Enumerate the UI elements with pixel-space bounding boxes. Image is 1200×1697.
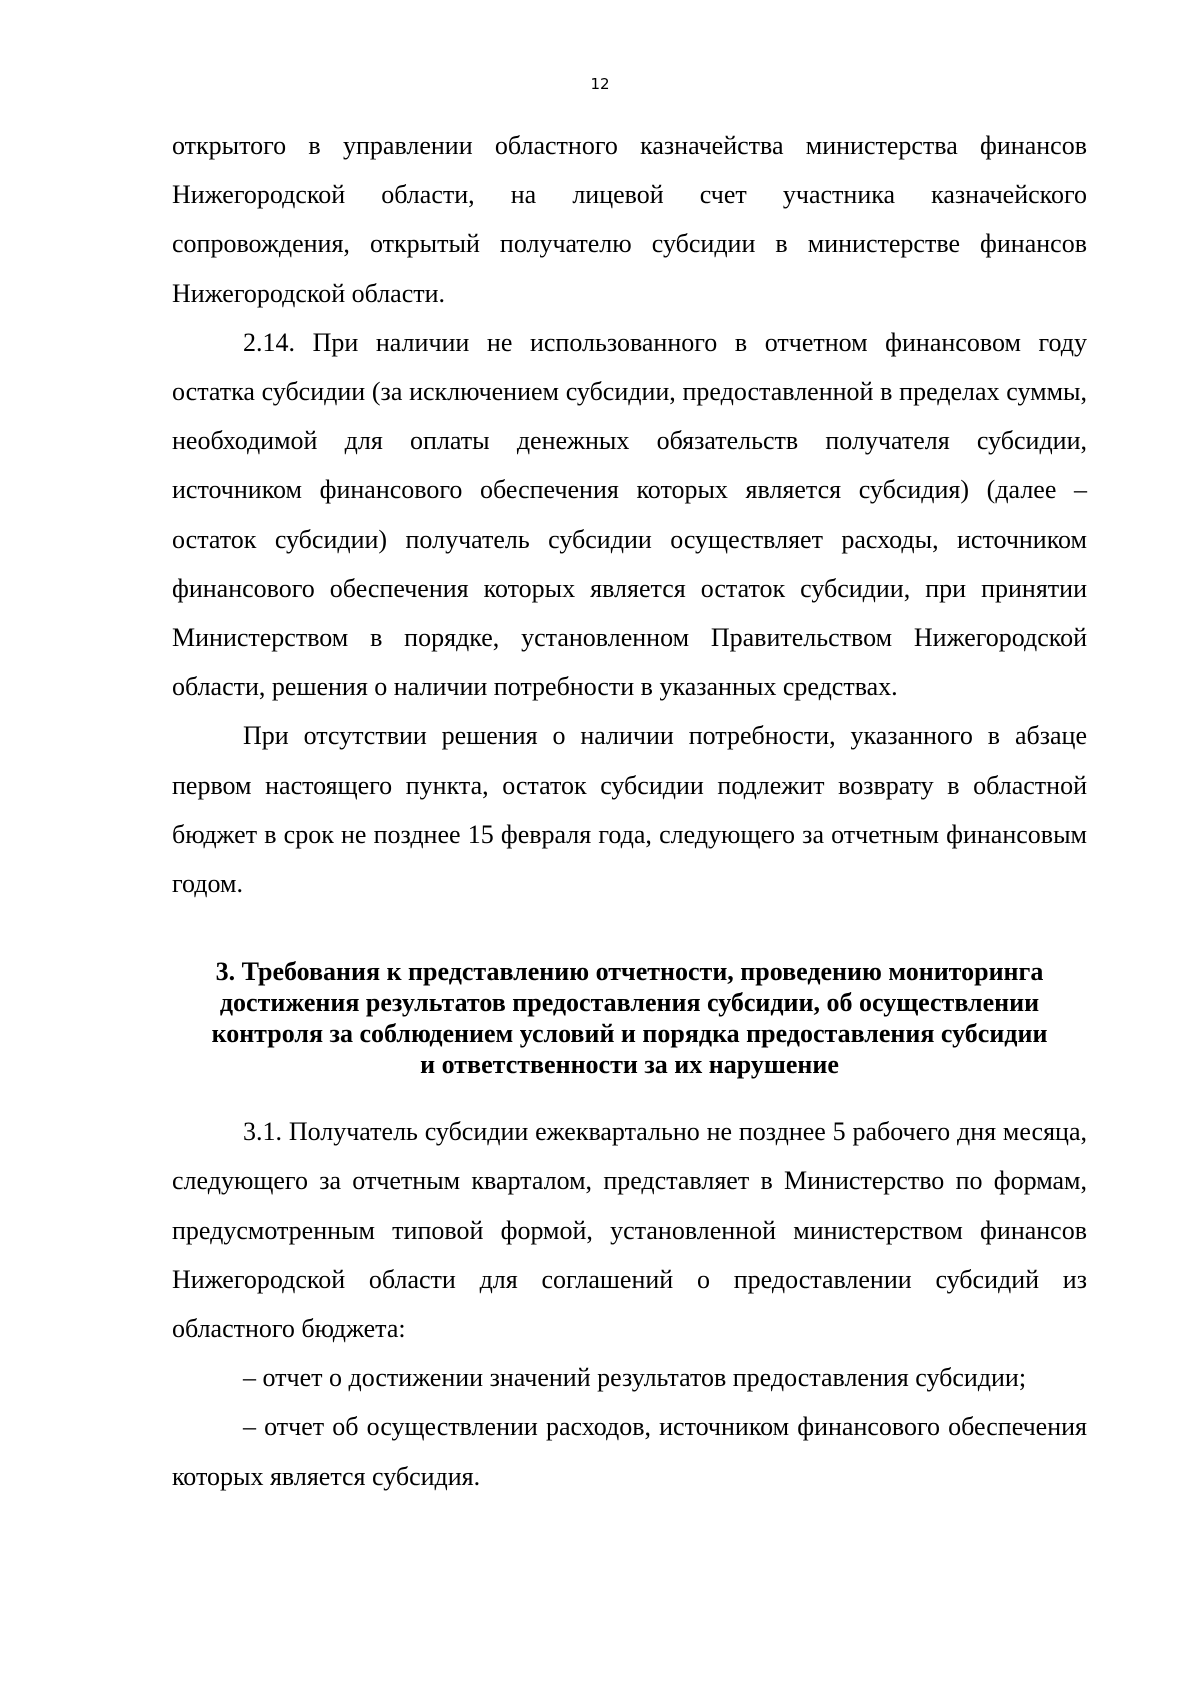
list-item-report-expenses: – отчет об осуществлении расходов, источником финансового обеспечения которых является субсидия. [172, 1412, 1087, 1491]
page-number: 12 [590, 75, 610, 93]
document-body [172, 121, 1087, 1501]
section-3-heading [172, 956, 1087, 1080]
section-heading-line: контроля за соблюдением условий и порядка предоставления субсидии [211, 1019, 1048, 1049]
paragraph-2-14: 2.14. При наличии не использованного в отчетном финансовом году остатка субсидии (за исключением субсидии, предоставленной в пределах суммы, необходимой для оплаты денежных обязательств получателя субсидии, источником финансового обеспечения которых является субсидия) (далее – остаток субсидии) получатель субсидии осуществляет расходы, источником финансового обеспечения которых является остаток субсидии, при принятии Министерством в порядке, установленном Правительством Нижегородской области, решения о наличии потребности в указанных средствах. [172, 327, 1087, 702]
section-heading-line: достижения результатов предоставления субсидии, об осуществлении [219, 988, 1040, 1018]
section-heading-line: и ответственности за их нарушение [420, 1050, 839, 1080]
list-item-report-results: – отчет о достижении значений результатов предоставления субсидии; [243, 1363, 1027, 1393]
paragraph-continuation: открытого в управлении областного казначейства министерства финансов Нижегородской области, на лицевой счет участника казначейского сопровождения, открытый получателю субсидии в министерстве финансов Нижегородской области. [172, 131, 1087, 308]
section-heading-line: 3. Требования к представлению отчетности, проведению мониторинга [215, 957, 1044, 987]
paragraph-3-1: 3.1. Получатель субсидии ежеквартально не позднее 5 рабочего дня месяца, следующего за отчетным кварталом, представляет в Министерство по формам, предусмотренным типовой формой, установленной министерством финансов Нижегородской области для соглашений о предоставлении субсидий из областного бюджета: [172, 1117, 1087, 1344]
paragraph-absence-of-decision: При отсутствии решения о наличии потребности, указанного в абзаце первом настоящего пункта, остаток субсидии подлежит возврату в областной бюджет в срок не позднее 15 февраля года, следующего за отчетным финансовым годом. [172, 721, 1087, 899]
